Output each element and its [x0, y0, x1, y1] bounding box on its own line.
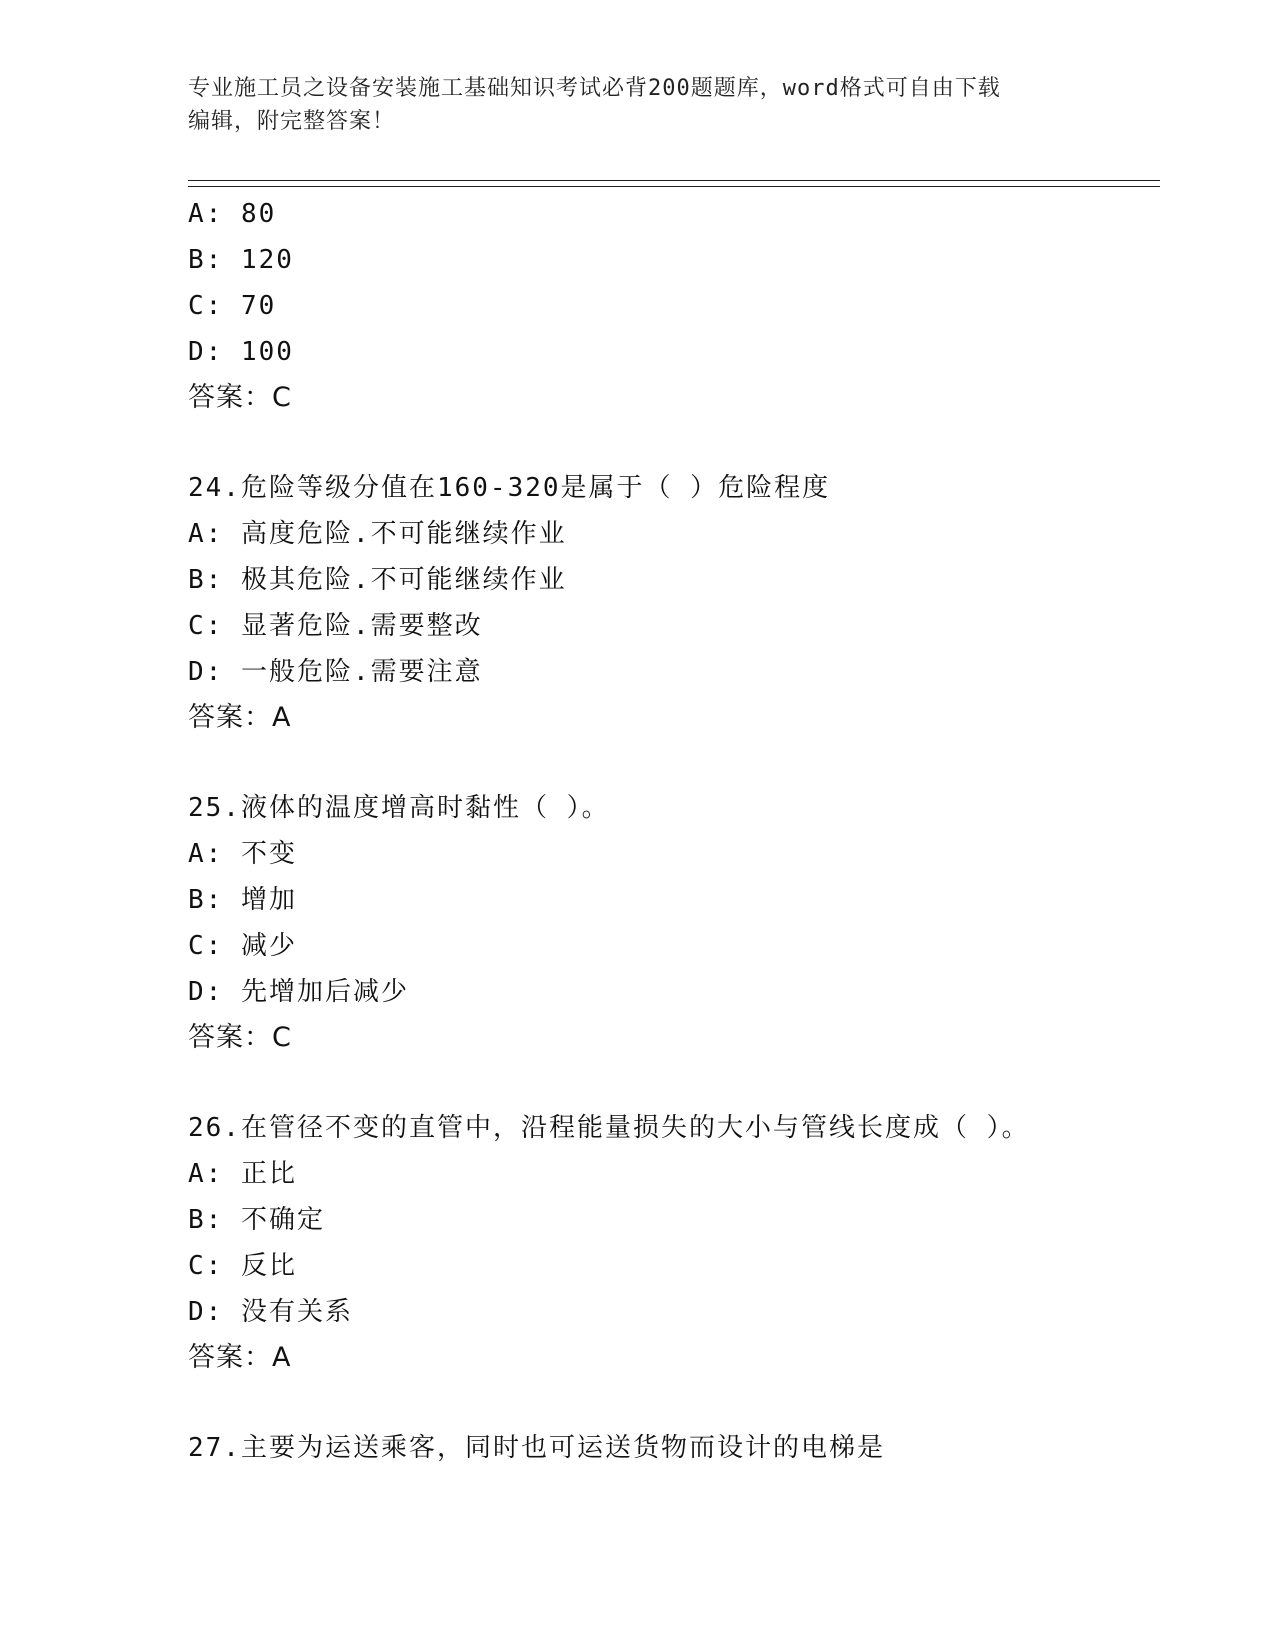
option-c: C: 减少 — [188, 931, 297, 961]
option-b: B: 不确定 — [188, 1205, 325, 1235]
option-b: B: 极其危险.不可能继续作业 — [188, 565, 567, 595]
question-24 — [188, 465, 1158, 741]
option-d: D: 一般危险.需要注意 — [188, 657, 483, 687]
question-stem: 24.危险等级分值在160-320是属于（ ）危险程度 — [188, 473, 831, 503]
option-c: C: 反比 — [188, 1251, 297, 1281]
answer-line: 答案：A — [188, 1342, 292, 1373]
spacer — [188, 1381, 1158, 1425]
answer-line: 答案：C — [188, 382, 292, 413]
page-header — [188, 72, 1088, 138]
header-divider — [188, 180, 1160, 187]
option-d: D: 先增加后减少 — [188, 977, 409, 1007]
option-a: A: 不变 — [188, 839, 297, 869]
question-stem: 26.在管径不变的直管中，沿程能量损失的大小与管线长度成（ ）。 — [188, 1113, 1030, 1143]
question-stem: 27.主要为运送乘客，同时也可运送货物而设计的电梯是 — [188, 1433, 885, 1463]
question-27 — [188, 1425, 1158, 1471]
option-a: A: 正比 — [188, 1159, 297, 1189]
option-c: C: 70 — [188, 291, 277, 321]
spacer — [188, 1061, 1158, 1105]
option-d: D: 没有关系 — [188, 1297, 353, 1327]
option-b: B: 增加 — [188, 885, 297, 915]
answer-line: 答案：A — [188, 702, 292, 733]
option-c: C: 显著危险.需要整改 — [188, 611, 483, 641]
question-26 — [188, 1105, 1158, 1381]
header-title-line-2: 编辑，附完整答案！ — [188, 109, 396, 134]
answer-line: 答案：C — [188, 1022, 292, 1053]
option-a: A: 80 — [188, 199, 277, 229]
spacer — [188, 421, 1158, 465]
question-25 — [188, 785, 1158, 1061]
option-a: A: 高度危险.不可能继续作业 — [188, 519, 567, 549]
option-d: D: 100 — [188, 337, 294, 367]
spacer — [188, 741, 1158, 785]
question-list — [188, 191, 1158, 1471]
question-23 — [188, 191, 1158, 421]
question-stem: 25.液体的温度增高时黏性（ ）。 — [188, 793, 610, 823]
option-b: B: 120 — [188, 245, 294, 275]
header-title-line-1: 专业施工员之设备安装施工基础知识考试必背200题题库，word格式可自由下载 — [188, 76, 1001, 101]
